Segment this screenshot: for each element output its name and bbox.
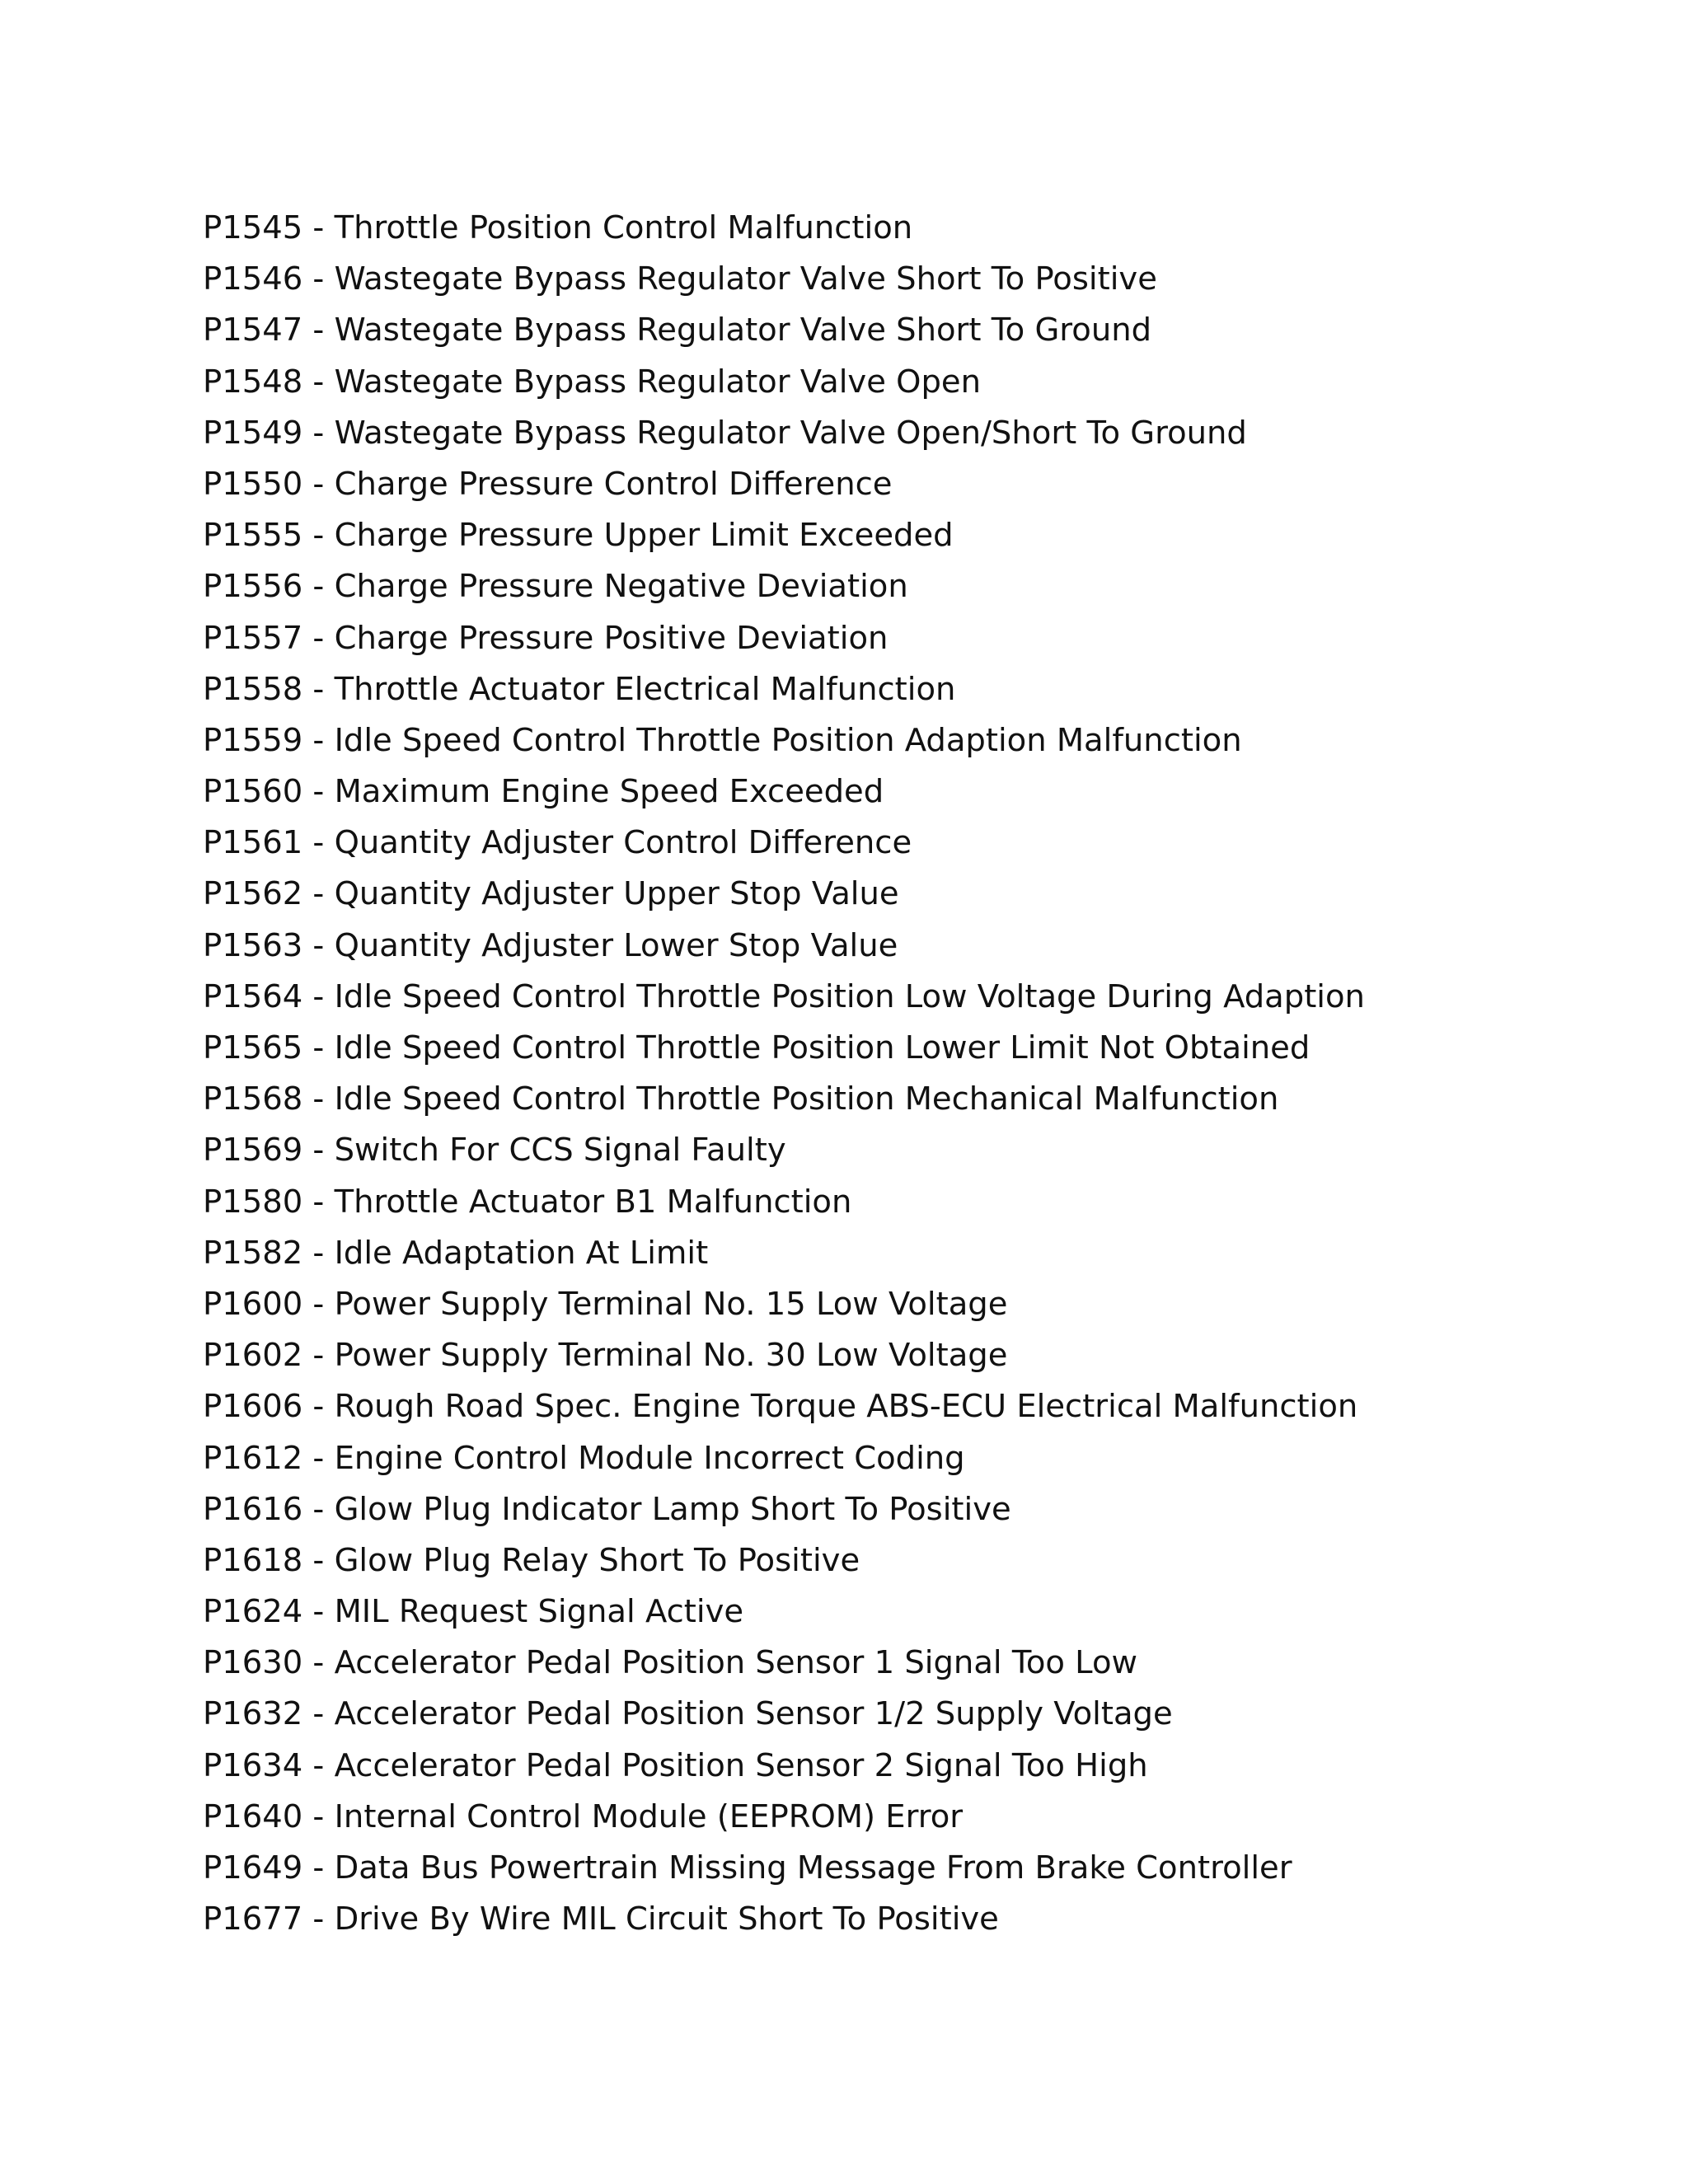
diagnostic-code-list <box>203 203 1365 1945</box>
code-line-p1558: P1558 - Throttle Actuator Electrical Malfunction <box>203 670 956 708</box>
code-line-p1649: P1649 - Data Bus Powertrain Missing Message From Brake Controller <box>203 1849 1292 1886</box>
code-line-p1562: P1562 - Quantity Adjuster Upper Stop Value <box>203 875 899 913</box>
code-line-p1547: P1547 - Wastegate Bypass Regulator Valve Short To Ground <box>203 312 1152 349</box>
code-line-p1560: P1560 - Maximum Engine Speed Exceeded <box>203 773 884 811</box>
code-line-p1555: P1555 - Charge Pressure Upper Limit Exceeded <box>203 517 954 555</box>
code-line-p1559: P1559 - Idle Speed Control Throttle Position Adaption Malfunction <box>203 721 1242 759</box>
code-line-p1564: P1564 - Idle Speed Control Throttle Position Low Voltage During Adaption <box>203 977 1365 1015</box>
code-line-p1582: P1582 - Idle Adaptation At Limit <box>203 1234 709 1272</box>
code-line-p1600: P1600 - Power Supply Terminal No. 15 Low Voltage <box>203 1285 1008 1323</box>
code-line-p1550: P1550 - Charge Pressure Control Difference <box>203 465 893 503</box>
code-line-p1556: P1556 - Charge Pressure Negative Deviation <box>203 568 908 606</box>
code-line-p1546: P1546 - Wastegate Bypass Regulator Valve Short To Positive <box>203 260 1157 298</box>
code-line-p1616: P1616 - Glow Plug Indicator Lamp Short To Positive <box>203 1490 1011 1528</box>
code-line-p1569: P1569 - Switch For CCS Signal Faulty <box>203 1132 786 1169</box>
code-line-p1634: P1634 - Accelerator Pedal Position Sensor 2 Signal Too High <box>203 1746 1148 1784</box>
code-line-p1606: P1606 - Rough Road Spec. Engine Torque ABS-ECU Electrical Malfunction <box>203 1388 1358 1426</box>
code-line-p1640: P1640 - Internal Control Module (EEPROM) Error <box>203 1797 964 1835</box>
code-line-p1632: P1632 - Accelerator Pedal Position Sensor 1/2 Supply Voltage <box>203 1695 1173 1733</box>
code-line-p1563: P1563 - Quantity Adjuster Lower Stop Value <box>203 926 898 964</box>
code-line-p1580: P1580 - Throttle Actuator B1 Malfunction <box>203 1183 852 1221</box>
code-line-p1549: P1549 - Wastegate Bypass Regulator Valve Open/Short To Ground <box>203 414 1247 452</box>
code-line-p1568: P1568 - Idle Speed Control Throttle Position Mechanical Malfunction <box>203 1080 1279 1118</box>
code-line-p1561: P1561 - Quantity Adjuster Control Difference <box>203 824 912 862</box>
code-line-p1630: P1630 - Accelerator Pedal Position Sensor 1 Signal Too Low <box>203 1644 1137 1682</box>
code-line-p1548: P1548 - Wastegate Bypass Regulator Valve Open <box>203 363 981 401</box>
code-line-p1612: P1612 - Engine Control Module Incorrect Coding <box>203 1439 965 1477</box>
code-line-p1545: P1545 - Throttle Position Control Malfunction <box>203 209 913 246</box>
code-line-p1677: P1677 - Drive By Wire MIL Circuit Short To Positive <box>203 1900 999 1938</box>
code-line-p1557: P1557 - Charge Pressure Positive Deviation <box>203 619 889 657</box>
code-line-p1624: P1624 - MIL Request Signal Active <box>203 1593 744 1631</box>
code-line-p1565: P1565 - Idle Speed Control Throttle Position Lower Limit Not Obtained <box>203 1029 1311 1066</box>
code-line-p1602: P1602 - Power Supply Terminal No. 30 Low Voltage <box>203 1337 1008 1375</box>
code-line-p1618: P1618 - Glow Plug Relay Short To Positive <box>203 1541 860 1579</box>
